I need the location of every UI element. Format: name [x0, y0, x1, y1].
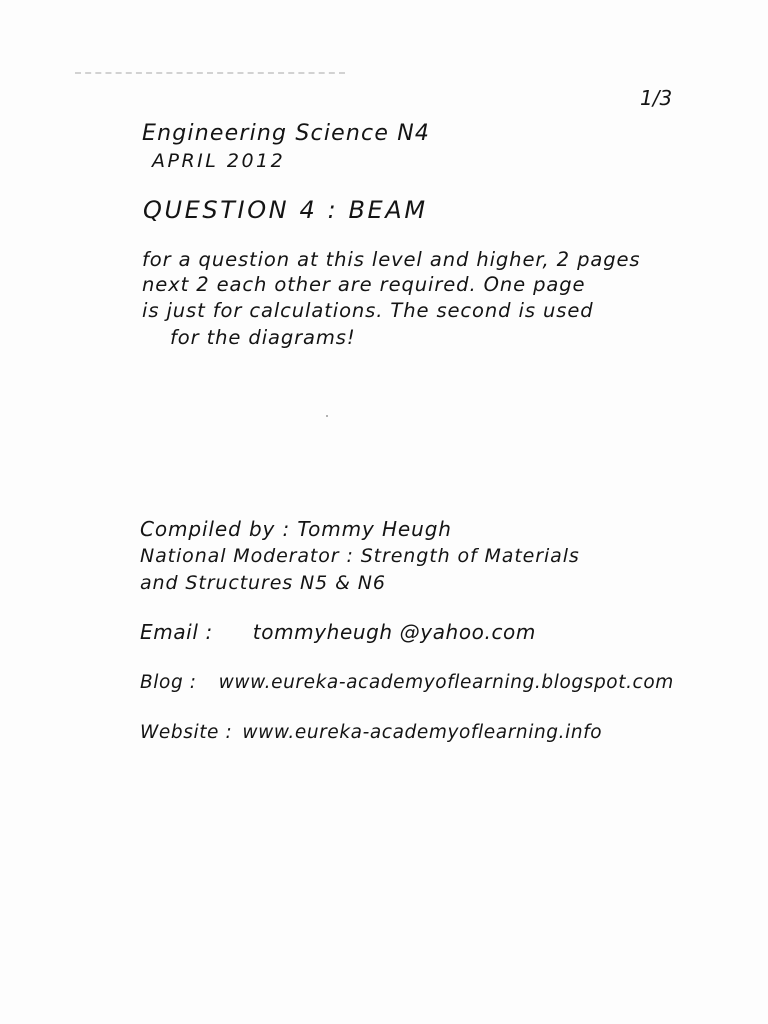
blog-row — [140, 672, 674, 693]
instruction-line: for a question at this level and higher, 2 pages — [142, 248, 641, 271]
blog-url: www.eureka-academyoflearning.blogspot.com — [218, 672, 674, 693]
website-url: www.eureka-academyoflearning.info — [242, 722, 603, 743]
website-label: Website : — [140, 722, 233, 743]
page-number: 1/3 — [640, 86, 673, 110]
moderator-subjects-line: and Structures N5 & N6 — [140, 572, 386, 594]
subject-title: Engineering Science N4 — [142, 121, 431, 146]
instruction-line: is just for calculations. The second is used — [142, 299, 594, 322]
scan-edge-mark — [75, 72, 345, 74]
scan-speck — [326, 415, 328, 417]
website-row — [140, 722, 602, 743]
moderator-line: National Moderator : Strength of Materials — [140, 545, 580, 567]
blog-label: Blog : — [140, 672, 197, 693]
instruction-line: for the diagrams! — [170, 326, 356, 349]
email-address: tommyheugh @yahoo.com — [252, 620, 536, 644]
question-title: QUESTION 4 : BEAM — [143, 196, 428, 224]
email-label: Email : — [140, 620, 213, 644]
email-row — [140, 620, 536, 644]
compiler-line: Compiled by : Tommy Heugh — [140, 517, 452, 541]
instruction-line: next 2 each other are required. One page — [142, 273, 586, 296]
exam-date: APRIL 2012 — [152, 150, 286, 172]
